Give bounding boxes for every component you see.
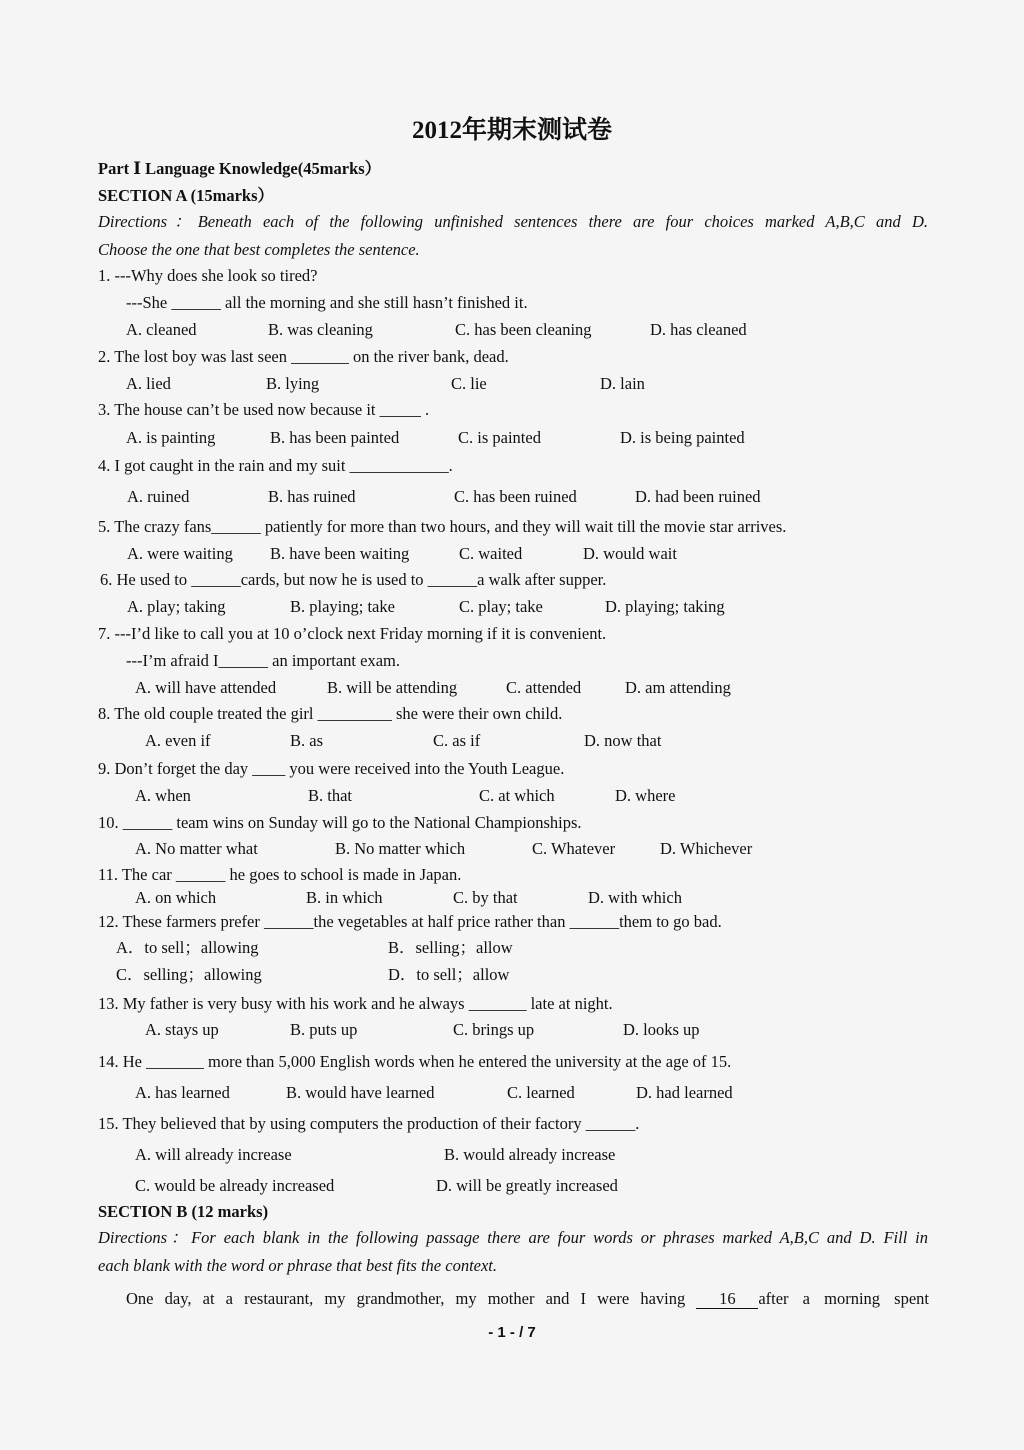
question-7-option-c: C. attended: [506, 678, 582, 697]
question-14-option-b: B. would have learned: [286, 1083, 435, 1102]
question-14-option-d: D. had learned: [636, 1083, 733, 1102]
page-title: 2012年期末测试卷: [411, 117, 612, 144]
question-4-option-b: B. has ruined: [268, 487, 356, 506]
question-12-option-b: B．selling；allow: [388, 938, 513, 957]
question-3-option-b: B. has been painted: [270, 428, 400, 447]
question-3-option-d: D. is being painted: [620, 428, 745, 447]
question-13-stem: 13. My father is very busy with his work and he always _______ late at night.: [98, 994, 613, 1013]
question-9-stem: 9. Don’t forget the day ____ you were received into the Youth League.: [98, 759, 565, 778]
question-4-option-c: C. has been ruined: [454, 487, 577, 506]
question-13-option-d: D. looks up: [623, 1020, 700, 1039]
question-8-option-a: A. even if: [145, 731, 211, 750]
question-7-stem: 7. ---I’d like to call you at 10 o’clock next Friday morning if it is convenient.: [98, 624, 607, 643]
question-11-option-a: A. on which: [135, 888, 217, 907]
question-15-option-c: C. would be already increased: [135, 1176, 335, 1195]
question-11-option-c: C. by that: [453, 888, 518, 907]
question-1-stem: 1. ---Why does she look so tired?: [98, 266, 318, 285]
question-8-option-c: C. as if: [433, 731, 481, 750]
question-6-stem: 6. He used to ______cards, but now he is used to ______a walk after supper.: [100, 570, 607, 589]
question-6-option-c: C. play; take: [459, 597, 543, 616]
question-5-stem: 5. The crazy fans______ patiently for more than two hours, and they will wait till the movie star arrives.: [98, 517, 787, 536]
question-4-option-d: D. had been ruined: [635, 487, 761, 506]
question-1-option-a: A. cleaned: [126, 320, 197, 339]
section-a-directions-line1: Directions：Beneath each of the following unfinished sentences there are four choices marked A,B,C and D.: [98, 212, 928, 231]
question-7-option-b: B. will be attending: [327, 678, 458, 697]
passage-first-line: [126, 1289, 929, 1309]
question-9-option-b: B. that: [308, 786, 352, 805]
section-b-directions-line1: Directions：For each blank in the following passage there are four words or phrases marked A,B,C and D. Fill in: [98, 1228, 928, 1247]
question-8-option-d: D. now that: [584, 731, 662, 750]
question-9-option-a: A. when: [135, 786, 191, 805]
question-2-option-b: B. lying: [266, 374, 320, 393]
question-1-option-b: B. was cleaning: [268, 320, 373, 339]
question-12-option-d: D．to sell；allow: [388, 965, 510, 984]
question-8-stem: 8. The old couple treated the girl _________ she were their own child.: [98, 704, 563, 723]
section-a-heading: SECTION A (15marks）: [98, 186, 275, 205]
question-7-stem-reply: ---I’m afraid I______ an important exam.: [126, 651, 400, 670]
question-3-option-a: A. is painting: [126, 428, 216, 447]
section-b-heading: SECTION B (12 marks): [98, 1202, 269, 1221]
question-10-option-b: B. No matter which: [335, 839, 466, 858]
question-14-stem: 14. He _______ more than 5,000 English words when he entered the university at the age of 15.: [98, 1052, 732, 1071]
section-a-directions-line2: Choose the one that best completes the sentence.: [98, 240, 420, 259]
question-14-option-c: C. learned: [507, 1083, 575, 1102]
question-9-option-c: C. at which: [479, 786, 555, 805]
question-13-option-c: C. brings up: [453, 1020, 535, 1039]
question-6-option-d: D. playing; taking: [605, 597, 725, 616]
question-1-option-c: C. has been cleaning: [455, 320, 592, 339]
question-12-option-a: A．to sell；allowing: [116, 938, 259, 957]
question-9-option-d: D. where: [615, 786, 676, 805]
question-5-option-a: A. were waiting: [127, 544, 233, 563]
question-5-option-d: D. would wait: [583, 544, 677, 563]
question-4-stem: 4. I got caught in the rain and my suit ____________.: [98, 456, 453, 475]
question-13-option-b: B. puts up: [290, 1020, 358, 1039]
question-1-stem-reply: ---She ______ all the morning and she still hasn’t finished it.: [126, 293, 528, 312]
question-11-stem: 11. The car ______ he goes to school is made in Japan.: [98, 865, 462, 884]
question-10-option-d: D. Whichever: [660, 839, 753, 858]
question-7-option-d: D. am attending: [625, 678, 731, 697]
question-10-option-c: C. Whatever: [532, 839, 616, 858]
question-15-stem: 15. They believed that by using computers the production of their factory ______.: [98, 1114, 640, 1133]
question-6-option-a: A. play; taking: [127, 597, 226, 616]
question-3-stem: 3. The house can’t be used now because it _____ .: [98, 400, 430, 419]
section-b-directions-line2: each blank with the word or phrase that best fits the context.: [98, 1256, 498, 1275]
question-2-option-d: D. lain: [600, 374, 645, 393]
question-12-stem: 12. These farmers prefer ______the vegetables at half price rather than ______them to go bad.: [98, 912, 722, 931]
question-11-option-d: D. with which: [588, 888, 682, 907]
question-10-option-a: A. No matter what: [135, 839, 258, 858]
question-7-option-a: A. will have attended: [135, 678, 277, 697]
question-15-option-d: D. will be greatly increased: [436, 1176, 618, 1195]
question-11-option-b: B. in which: [306, 888, 383, 907]
question-8-option-b: B. as: [290, 731, 323, 750]
question-15-option-b: B. would already increase: [444, 1145, 616, 1164]
blank-16-number: 16: [696, 1290, 758, 1309]
question-2-option-c: C. lie: [451, 374, 487, 393]
question-14-option-a: A. has learned: [135, 1083, 230, 1102]
question-1-option-d: D. has cleaned: [650, 320, 747, 339]
passage-blank-16: [696, 1289, 929, 1309]
question-2-option-a: A. lied: [126, 374, 171, 393]
question-15-option-a: A. will already increase: [135, 1145, 292, 1164]
question-3-option-c: C. is painted: [458, 428, 541, 447]
passage-text-after: after a morning spent: [758, 1289, 929, 1308]
page-number: - 1 - / 7: [488, 1324, 536, 1341]
passage-text-before: One day, at a restaurant, my grandmother, my mother and I were having: [126, 1289, 686, 1308]
question-2-stem: 2. The lost boy was last seen _______ on the river bank, dead.: [98, 347, 509, 366]
question-5-option-c: C. waited: [459, 544, 523, 563]
question-12-option-c: C．selling；allowing: [116, 965, 262, 984]
question-13-option-a: A. stays up: [145, 1020, 219, 1039]
part-heading: Part Ⅰ Language Knowledge(45marks）: [98, 159, 382, 178]
question-6-option-b: B. playing; take: [290, 597, 395, 616]
question-4-option-a: A. ruined: [127, 487, 190, 506]
question-5-option-b: B. have been waiting: [270, 544, 410, 563]
question-10-stem: 10. ______ team wins on Sunday will go to the National Championships.: [98, 813, 582, 832]
